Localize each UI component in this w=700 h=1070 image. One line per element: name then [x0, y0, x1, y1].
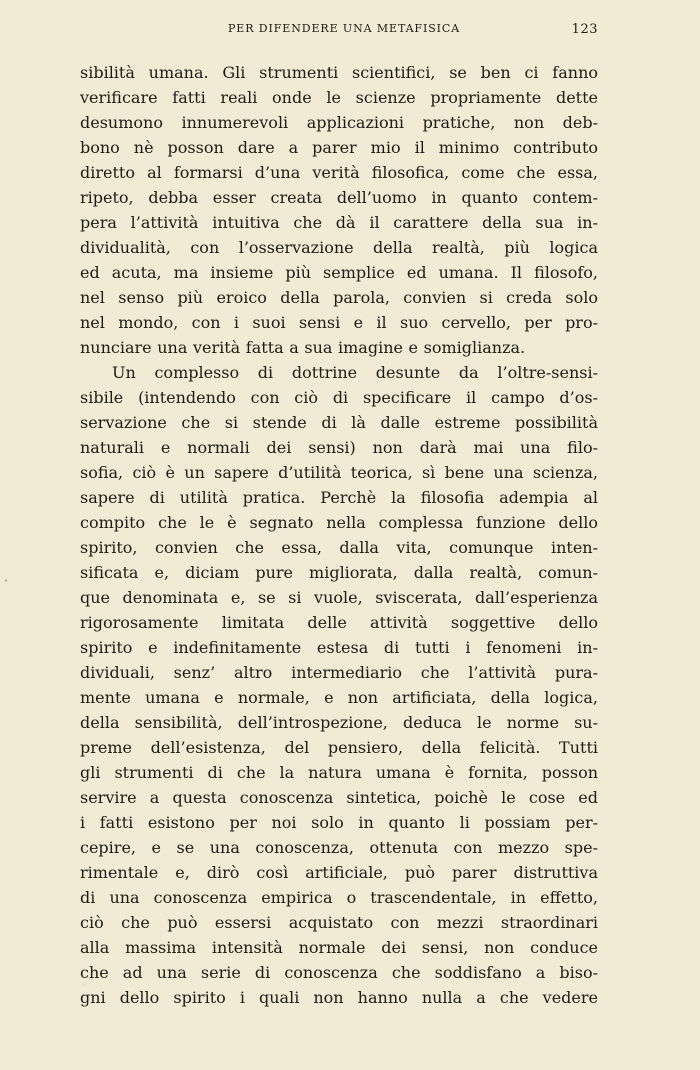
text-line: sificata e, diciam pure migliorata, dalla realtà, comun-: [80, 563, 598, 582]
text-line: sibilità umana. Gli strumenti scientifici, se ben ci fanno: [80, 63, 598, 82]
margin-speck: [5, 579, 7, 582]
text-line: sapere di utilità pratica. Perchè la filosofia adempia al: [80, 488, 598, 507]
text-line: mente umana e normale, e non artificiata, della logica,: [80, 688, 598, 707]
text-line: della sensibilità, dell’introspezione, deduca le norme su-: [80, 713, 598, 732]
text-line: compito che le è segnato nella complessa funzione dello: [80, 513, 598, 532]
text-line: dividuali, senz’ altro intermediario che l’attività pura-: [80, 663, 598, 682]
text-line: Un complesso di dottrine desunte da l’oltre-sensi-: [112, 363, 598, 382]
text-line: nel mondo, con i suoi sensi e il suo cervello, per pro-: [80, 313, 598, 332]
text-line: ciò che può essersi acquistato con mezzi straordinari: [80, 913, 598, 932]
text-line: naturali e normali dei sensi) non darà mai una filo-: [80, 438, 598, 457]
text-line: sibile (intendendo con ciò di specificare il campo d’os-: [80, 388, 598, 407]
text-line: sofia, ciò è un sapere d’utilità teorica, sì bene una scienza,: [80, 463, 598, 482]
text-line: que denominata e, se si vuole, sviscerata, dall’esperienza: [80, 588, 598, 607]
text-line: pera l’attività intuitiva che dà il carattere della sua in-: [80, 213, 598, 232]
text-line: ed acuta, ma insieme più semplice ed umana. Il filosofo,: [80, 263, 598, 282]
text-line: alla massima intensità normale dei sensi, non conduce: [80, 938, 598, 957]
text-line: servazione che si stende di là dalle estreme possibilità: [80, 413, 598, 432]
text-line: desumono innumerevoli applicazioni pratiche, non deb-: [80, 113, 598, 132]
text-line: servire a questa conoscenza sintetica, poichè le cose ed: [80, 788, 598, 807]
text-line: rimentale e, dirò così artificiale, può parer distruttiva: [80, 863, 598, 882]
text-line: che ad una serie di conoscenza che soddisfano a biso-: [80, 963, 598, 982]
page-number: 123: [571, 22, 598, 37]
text-line: diretto al formarsi d’una verità filosofica, come che essa,: [80, 163, 598, 182]
text-line: nel senso più eroico della parola, convien si creda solo: [80, 288, 598, 307]
text-line: preme dell’esistenza, del pensiero, della felicità. Tutti: [80, 738, 598, 757]
text-line: gni dello spirito i quali non hanno nulla a che vedere: [80, 988, 598, 1007]
text-line: ripeto, debba esser creata dell’uomo in quanto contem-: [80, 188, 598, 207]
text-line: spirito e indefinitamente estesa di tutti i fenomeni in-: [80, 638, 598, 657]
text-line: rigorosamente limitata delle attività soggettive dello: [80, 613, 598, 632]
body-text: [80, 60, 598, 1010]
text-line: nunciare una verità fatta a sua imagine e somiglianza.: [80, 338, 526, 357]
running-head: PER DIFENDERE UNA METAFISICA: [228, 22, 461, 35]
page-header: [80, 22, 598, 40]
text-line: di una conoscenza empirica o trascendentale, in effetto,: [80, 888, 598, 907]
text-line: spirito, convien che essa, dalla vita, comunque inten-: [80, 538, 598, 557]
text-line: verificare fatti reali onde le scienze propriamente dette: [80, 88, 598, 107]
text-line: gli strumenti di che la natura umana è fornita, posson: [80, 763, 598, 782]
text-line: i fatti esistono per noi solo in quanto li possiam per-: [80, 813, 598, 832]
text-line: cepire, e se una conoscenza, ottenuta con mezzo spe-: [80, 838, 598, 857]
text-line: bono nè posson dare a parer mio il minimo contributo: [80, 138, 598, 157]
text-line: dividualità, con l’osservazione della realtà, più logica: [80, 238, 598, 257]
